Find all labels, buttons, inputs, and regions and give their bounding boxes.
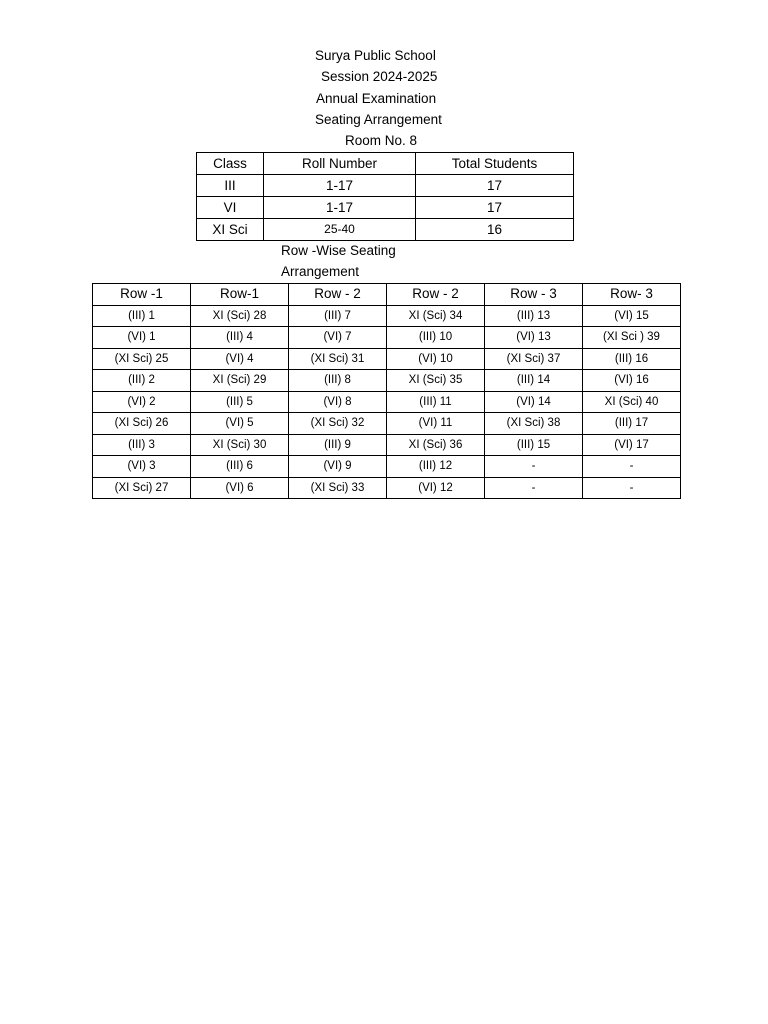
seat-cell: (XI Sci) 38 (485, 413, 583, 435)
seat-cell: (III) 12 (387, 456, 485, 478)
total-students-cell: 17 (416, 175, 574, 197)
seat-cell: (XI Sci) 37 (485, 348, 583, 370)
seat-cell: (III) 4 (191, 327, 289, 349)
seat-cell: - (583, 456, 681, 478)
seat-cell: (VI) 8 (289, 391, 387, 413)
seat-cell: (VI) 2 (93, 391, 191, 413)
seat-cell: (III) 14 (485, 370, 583, 392)
seat-cell: (III) 5 (191, 391, 289, 413)
column-header: Row- 3 (583, 284, 681, 306)
table-row (197, 219, 574, 241)
column-header-total-students: Total Students (416, 153, 574, 175)
seat-cell: (VI) 12 (387, 477, 485, 499)
seat-cell: (XI Sci) 31 (289, 348, 387, 370)
class-cell: III (197, 175, 264, 197)
seat-cell: (VI) 13 (485, 327, 583, 349)
table-row (93, 305, 681, 327)
seat-cell: (III) 11 (387, 391, 485, 413)
seat-cell: (VI) 3 (93, 456, 191, 478)
column-header: Row - 3 (485, 284, 583, 306)
seat-cell: (III) 10 (387, 327, 485, 349)
column-header: Row - 2 (387, 284, 485, 306)
table-row (93, 477, 681, 499)
roll-number-cell: 1-17 (264, 197, 416, 219)
seating-arrangement-table (92, 283, 681, 499)
seat-cell: XI (Sci) 36 (387, 434, 485, 456)
seat-cell: XI (Sci) 40 (583, 391, 681, 413)
total-students-cell: 16 (416, 219, 574, 241)
school-name: Surya Public School (315, 48, 436, 63)
seat-cell: (III) 16 (583, 348, 681, 370)
table-row (93, 434, 681, 456)
seat-cell: (III) 7 (289, 305, 387, 327)
seat-cell: (XI Sci ) 39 (583, 327, 681, 349)
seat-cell: XI (Sci) 34 (387, 305, 485, 327)
table-header-row (197, 153, 574, 175)
seat-cell: (III) 9 (289, 434, 387, 456)
rowwise-title-line1: Row -Wise Seating (281, 243, 396, 258)
seat-cell: (VI) 17 (583, 434, 681, 456)
seat-cell: XI (Sci) 30 (191, 434, 289, 456)
table-header-row (93, 284, 681, 306)
seat-cell: (VI) 14 (485, 391, 583, 413)
class-cell: XI Sci (197, 219, 264, 241)
seat-cell: - (485, 456, 583, 478)
column-header: Row - 2 (289, 284, 387, 306)
seat-cell: (XI Sci) 27 (93, 477, 191, 499)
seat-cell: (VI) 6 (191, 477, 289, 499)
seat-cell: (III) 13 (485, 305, 583, 327)
seat-cell: (III) 15 (485, 434, 583, 456)
room-number: Room No. 8 (345, 133, 418, 148)
table-row (93, 370, 681, 392)
table-row (197, 175, 574, 197)
seat-cell: (XI Sci) 25 (93, 348, 191, 370)
class-cell: VI (197, 197, 264, 219)
seat-cell: XI (Sci) 29 (191, 370, 289, 392)
seat-cell: (XI Sci) 26 (93, 413, 191, 435)
seat-cell: (VI) 16 (583, 370, 681, 392)
table-row (93, 456, 681, 478)
roll-number-cell: 1-17 (264, 175, 416, 197)
seat-cell: (XI Sci) 33 (289, 477, 387, 499)
seat-cell: (VI) 7 (289, 327, 387, 349)
seat-cell: (III) 3 (93, 434, 191, 456)
seat-cell: (VI) 11 (387, 413, 485, 435)
seat-cell: (III) 6 (191, 456, 289, 478)
seat-cell: XI (Sci) 35 (387, 370, 485, 392)
table-row (93, 413, 681, 435)
table-row (197, 197, 574, 219)
seat-cell: - (485, 477, 583, 499)
seat-cell: (III) 17 (583, 413, 681, 435)
column-header: Row-1 (191, 284, 289, 306)
seat-cell: (III) 1 (93, 305, 191, 327)
rowwise-title-line2: Arrangement (281, 264, 360, 279)
column-header-roll-number: Roll Number (264, 153, 416, 175)
seat-cell: (VI) 15 (583, 305, 681, 327)
seat-cell: (VI) 4 (191, 348, 289, 370)
seat-cell: (III) 8 (289, 370, 387, 392)
class-summary-table (196, 152, 574, 241)
seat-cell: XI (Sci) 28 (191, 305, 289, 327)
seat-cell: (III) 2 (93, 370, 191, 392)
seat-cell: (VI) 10 (387, 348, 485, 370)
column-header-class: Class (197, 153, 264, 175)
column-header: Row -1 (93, 284, 191, 306)
table-row (93, 348, 681, 370)
seat-cell: (VI) 1 (93, 327, 191, 349)
table-row (93, 327, 681, 349)
total-students-cell: 17 (416, 197, 574, 219)
seat-cell: (VI) 5 (191, 413, 289, 435)
roll-number-cell: 25-40 (264, 219, 416, 241)
page-title: Seating Arrangement (315, 112, 442, 127)
session-line: Session 2024-2025 (321, 69, 438, 84)
seat-cell: (XI Sci) 32 (289, 413, 387, 435)
seat-cell: (VI) 9 (289, 456, 387, 478)
exam-line: Annual Examination (316, 91, 437, 106)
table-row (93, 391, 681, 413)
seat-cell: - (583, 477, 681, 499)
